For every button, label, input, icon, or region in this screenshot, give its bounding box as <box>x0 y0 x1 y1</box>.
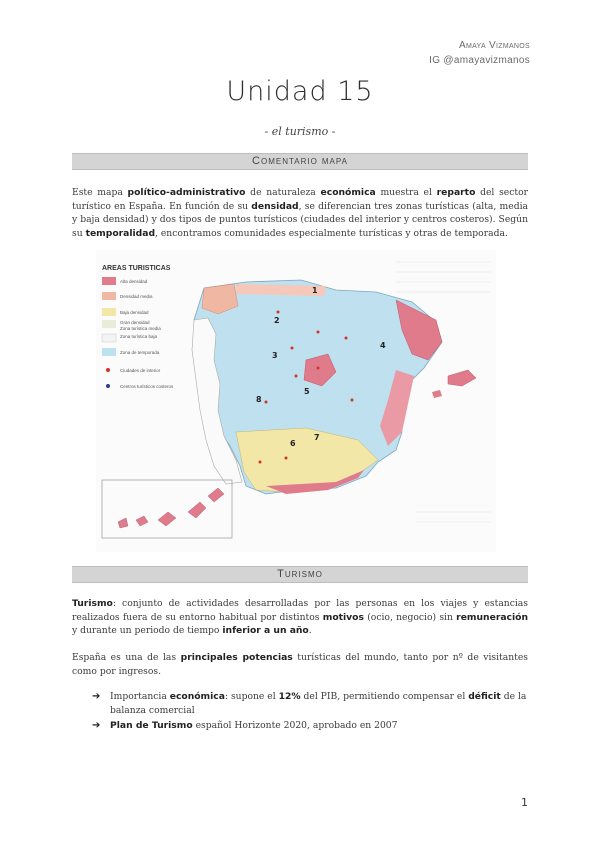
bold-term: 12% <box>278 691 301 702</box>
legend-label: Ciudades de interior <box>120 368 161 373</box>
text-run: (ocio, negocio) sin <box>363 611 457 623</box>
map-paragraph <box>72 186 528 240</box>
bold-term: densidad <box>251 200 299 212</box>
text-run: Importancia <box>110 691 170 702</box>
text-run: Este mapa <box>72 187 128 198</box>
text-run: , se diferencian tres zonas turísticas (alta, media y baja densidad) y dos tipos de puntos turísticos (ciudades del interior y centros costeros). Según su <box>72 200 528 239</box>
bold-term: económica <box>320 187 376 198</box>
region-number: 7 <box>314 433 320 442</box>
region-number: 3 <box>272 351 278 360</box>
legend-label: Zona turística baja <box>120 334 158 339</box>
bold-term: político-administrativo <box>127 187 246 198</box>
legend-swatch-medium <box>102 292 116 300</box>
legend-coast-dot <box>106 384 110 388</box>
spain-paragraph <box>72 651 528 678</box>
arrow-icon: ➔ <box>92 720 101 731</box>
bold-term: económica <box>169 691 225 702</box>
legend-label: Zona turística media <box>120 326 161 331</box>
text-run: muestra el <box>375 187 437 198</box>
legend-swatch <box>102 334 116 342</box>
text-run: , encontramos comunidades especialmente turísticas y otras de temporada. <box>155 227 508 239</box>
bold-term: déficit <box>468 691 501 702</box>
turismo-definition <box>72 597 528 638</box>
bold-term: remuneración <box>456 611 528 623</box>
section-heading-turismo: Turismo <box>72 566 528 583</box>
bold-term: Plan de Turismo <box>110 720 193 731</box>
tourism-map <box>96 250 496 552</box>
legend-title: AREAS TURISTICAS <box>102 265 171 272</box>
region-number: 2 <box>274 316 280 325</box>
bold-term: reparto <box>436 187 476 198</box>
text-run: del PIB, permitiendo compensar el <box>300 691 469 702</box>
text-run: español Horizonte 2020, aprobado en 2007 <box>192 720 398 731</box>
page-subtitle: - el turismo - <box>264 125 336 138</box>
region-number: 4 <box>380 341 386 350</box>
text-run: turísticas del mundo, tanto por nº de visitantes como por ingresos. <box>72 652 528 677</box>
author-handle: IG @amayavizmanos <box>429 55 530 66</box>
legend-label: Centros turísticos costeros <box>120 384 174 389</box>
text-run: : supone el <box>224 691 279 702</box>
bold-term: principales potencias <box>180 652 293 663</box>
bold-term: inferior a un año <box>222 625 309 636</box>
text-run: España es una de las <box>72 652 181 663</box>
legend-swatch-season <box>102 348 116 356</box>
legend-city-dot <box>106 368 110 372</box>
bold-term: motivos <box>322 611 364 623</box>
page-title: Unidad 15 <box>226 76 374 107</box>
legend-swatch <box>102 320 116 328</box>
bullet-list <box>92 690 532 735</box>
region-number: 6 <box>290 439 296 448</box>
author-name: Amaya Vizmanos <box>458 40 530 51</box>
legend-swatch-low <box>102 308 116 316</box>
text-run: del sector turístico en España. En función de su <box>72 187 528 212</box>
text-run: : conjunto de actividades desarrolladas por las personas en los viajes y estancias realizados fuera de su entorno habitual por distintos <box>72 598 528 623</box>
legend-label: Baja densidad <box>120 310 149 315</box>
list-item <box>92 719 532 733</box>
arrow-icon: ➔ <box>92 691 101 702</box>
region-number: 1 <box>312 286 318 295</box>
legend-label: Densidad media <box>120 294 153 299</box>
section-heading-map: Comentario mapa <box>72 153 528 170</box>
bold-term: Turismo <box>72 598 113 609</box>
bold-term: temporalidad <box>85 227 156 239</box>
legend-label: Alta densidad <box>120 279 148 284</box>
author-block <box>429 38 530 68</box>
list-item <box>92 690 532 717</box>
page-number: 1 <box>521 796 528 809</box>
text-run: de la balanza comercial <box>110 691 527 716</box>
legend-label: Gran densidad <box>120 320 150 325</box>
text-run: de naturaleza <box>245 187 321 198</box>
text-run: . <box>308 625 312 636</box>
legend-swatch-high <box>102 277 116 285</box>
region-number: 5 <box>304 387 310 396</box>
legend-label: Zona de temporada <box>120 350 160 355</box>
text-run: y durante un periodo de tiempo <box>72 625 223 636</box>
region-number: 8 <box>256 395 262 404</box>
